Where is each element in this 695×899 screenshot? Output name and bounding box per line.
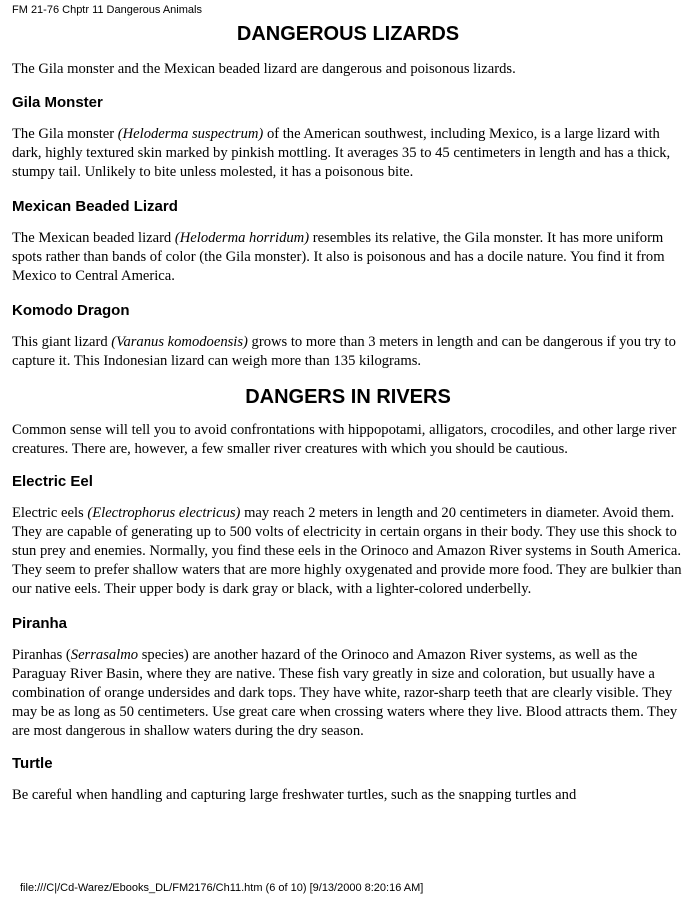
heading-piranha: Piranha bbox=[12, 615, 68, 632]
section-title-dangerous-lizards: DANGEROUS LIZARDS bbox=[236, 23, 460, 45]
document-body bbox=[12, 20, 684, 805]
paragraph-turtle: Be careful when handling and capturing large freshwater turtles, such as the snapping turtles and bbox=[12, 787, 577, 803]
heading-gila-monster: Gila Monster bbox=[12, 94, 103, 111]
paragraph-mexican-beaded-lizard: The Mexican beaded lizard (Heloderma horridum) resembles its relative, the Gila monster. It has more uniform spots rather than bands of color (the Gila monster). It also is poisonous and has a docile nature. You find it from Mexico to Central America. bbox=[12, 230, 665, 284]
species-name: (Heloderma suspectrum) bbox=[117, 126, 264, 142]
paragraph-electric-eel: Electric eels (Electrophorus electricus) may reach 2 meters in length and 20 centimeters in diameter. Avoid them. They are capable of generating up to 500 volts of electricity in certain organs in their body. They use this shock to stun prey and enemies. Normally, you find these eels in the Orinoco and Amazon River systems in South America. They seem to prefer shallow waters that are more highly oxygenated and provide more food. They are bulkier than our native eels. Their upper body is dark gray or black, with a lighter-colored underbelly. bbox=[12, 505, 682, 597]
heading-komodo-dragon: Komodo Dragon bbox=[12, 302, 130, 319]
rivers-intro: Common sense will tell you to avoid confrontations with hippopotami, alligators, crocodiles, and other large river creatures. There are, however, a few smaller river creatures with which you should be cautious. bbox=[12, 422, 677, 457]
heading-electric-eel: Electric Eel bbox=[12, 473, 93, 490]
species-name: (Varanus komodoensis) bbox=[111, 334, 248, 350]
heading-turtle: Turtle bbox=[12, 755, 53, 772]
page-footer: file:///C|/Cd-Warez/Ebooks_DL/FM2176/Ch11.htm (6 of 10) [9/13/2000 8:20:16 AM] bbox=[20, 882, 424, 894]
species-name: (Heloderma horridum) bbox=[174, 230, 310, 246]
page-header: FM 21-76 Chptr 11 Dangerous Animals bbox=[12, 4, 202, 16]
species-name: Serrasalmo bbox=[70, 647, 139, 663]
paragraph-gila-monster: The Gila monster (Heloderma suspectrum) of the American southwest, including Mexico, is a large lizard with dark, highly textured skin marked by pinkish mottling. It averages 35 to 45 centimeters in length and has a thick, stumpy tail. Unlikely to bite unless molested, it has a poisonous bite. bbox=[12, 126, 671, 180]
species-name: (Electrophorus electricus) bbox=[87, 505, 241, 521]
paragraph-piranha: Piranhas (Serrasalmo species) are another hazard of the Orinoco and Amazon River systems, as well as the Paraguay River Basin, where they are native. These fish vary greatly in size and coloration, but usually have a combination of orange undersides and dark tops. They have white, razor-sharp teeth that are clearly visible. They may be as long as 50 centimeters. Use great care when crossing waters where they live. Blood attracts them. They are most dangerous in shallow waters during the dry season. bbox=[12, 647, 678, 739]
section-title-dangers-in-rivers: DANGERS IN RIVERS bbox=[245, 386, 451, 408]
lizards-intro: The Gila monster and the Mexican beaded lizard are dangerous and poisonous lizards. bbox=[12, 61, 516, 77]
paragraph-komodo-dragon: This giant lizard (Varanus komodoensis) grows to more than 3 meters in length and can be dangerous if you try to capture it. This Indonesian lizard can weigh more than 135 kilograms. bbox=[12, 334, 676, 369]
heading-mexican-beaded-lizard: Mexican Beaded Lizard bbox=[12, 198, 178, 215]
